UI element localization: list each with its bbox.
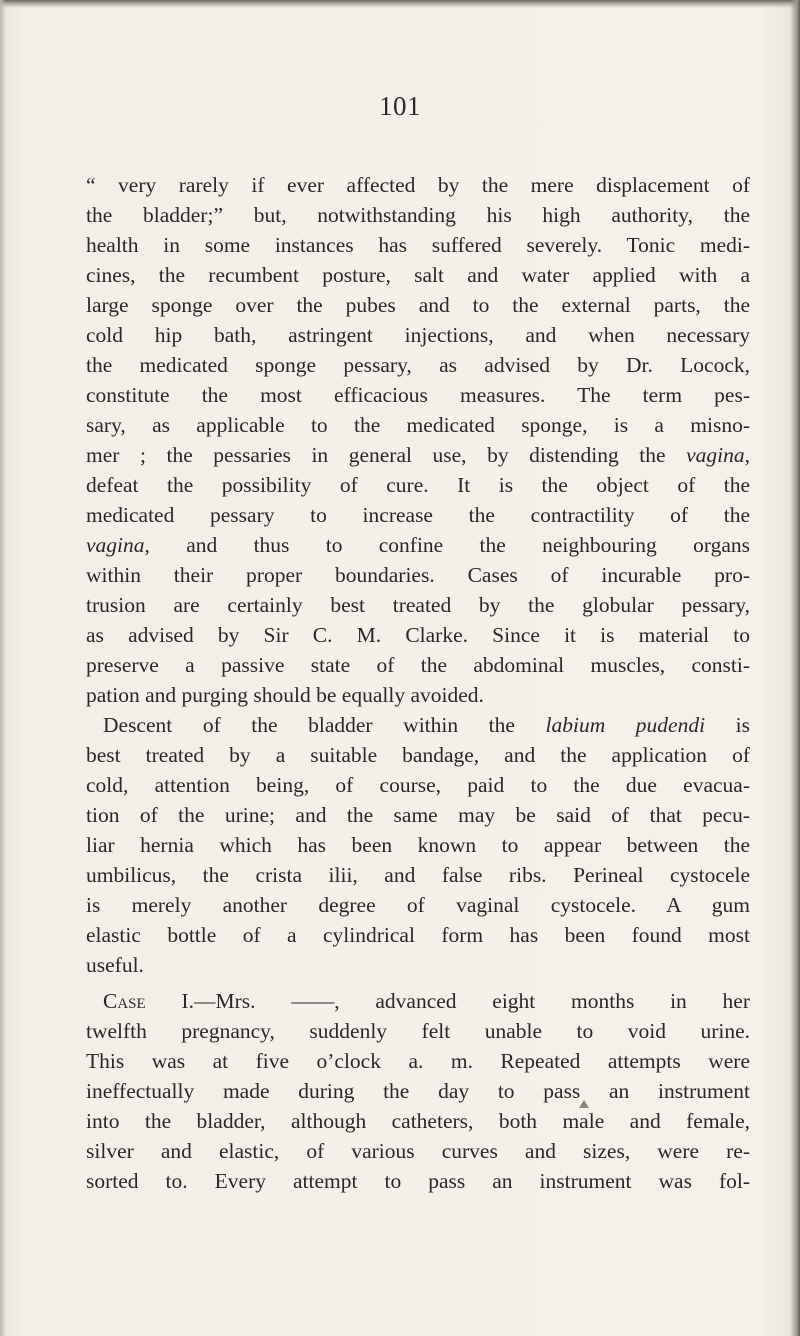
text-line <box>103 986 750 1016</box>
text-line: trusion are certainly best treated by the globular pessary, <box>86 593 750 617</box>
page-left-edge <box>0 0 6 1336</box>
text-line: the bladder;” but, notwithstanding his high authority, the <box>86 203 750 227</box>
text-line: umbilicus, the crista ilii, and false ribs. Perineal cystocele <box>86 863 750 887</box>
italic-term: vagina <box>86 533 145 557</box>
text-line: health in some instances has suffered severely. Tonic medi- <box>86 233 750 257</box>
text-line: elastic bottle of a cylindrical form has been found most <box>86 923 750 947</box>
text-line: is merely another degree of vaginal cystocele. A gum <box>86 893 750 917</box>
italic-term: vagina <box>686 443 745 467</box>
text-line: This was at five o’clock a. m. Repeated attempts were <box>86 1049 750 1073</box>
text-line: ineffectually made during the day to pass an instrument <box>86 1079 750 1103</box>
text-line: twelfth pregnancy, suddenly felt unable to void urine. <box>86 1019 750 1043</box>
case-heading: Case I. <box>103 989 194 1013</box>
text-segment: , and thus to confine the neighbouring organs <box>144 533 750 557</box>
text-segment: —Mrs. ——, advanced eight months in her <box>193 989 750 1013</box>
text-line: cines, the recumbent posture, salt and water applied with a <box>86 263 750 287</box>
text-line: “ very rarely if ever affected by the mere displacement of <box>86 173 750 197</box>
text-segment: Descent of the bladder within the <box>103 713 546 737</box>
text-line <box>86 530 750 560</box>
text-line: large sponge over the pubes and to the external parts, the <box>86 293 750 317</box>
page-blemish-mark <box>579 1100 589 1108</box>
text-segment: is <box>705 713 750 737</box>
text-line: best treated by a suitable bandage, and the application of <box>86 743 750 767</box>
italic-term: labium pudendi <box>545 713 706 737</box>
text-line: preserve a passive state of the abdominal muscles, consti- <box>86 653 750 677</box>
text-line: within their proper boundaries. Cases of incurable pro- <box>86 563 750 587</box>
text-line: medicated pessary to increase the contractility of the <box>86 503 750 527</box>
page-top-shadow <box>0 0 800 8</box>
text-line: useful. <box>86 953 144 977</box>
text-segment: , <box>744 443 750 467</box>
text-line: silver and elastic, of various curves and sizes, were re- <box>86 1139 750 1163</box>
text-segment: mer ; the pessaries in general use, by distending the <box>86 443 687 467</box>
text-line: the medicated sponge pessary, as advised by Dr. Locock, <box>86 353 750 377</box>
text-line <box>86 440 750 470</box>
text-line: defeat the possibility of cure. It is the object of the <box>86 473 750 497</box>
text-line: tion of the urine; and the same may be said of that pecu- <box>86 803 750 827</box>
text-line: cold, attention being, of course, paid to the due evacua- <box>86 773 750 797</box>
text-line: sary, as applicable to the medicated sponge, is a misno- <box>86 413 750 437</box>
text-line: into the bladder, although catheters, both male and female, <box>86 1109 750 1133</box>
text-line: constitute the most efficacious measures. The term pes- <box>86 383 750 407</box>
page-right-edge <box>790 0 800 1336</box>
text-line: pation and purging should be equally avoided. <box>86 683 484 707</box>
text-line <box>103 710 750 740</box>
page-number: 101 <box>379 91 421 121</box>
text-line: cold hip bath, astringent injections, and when necessary <box>86 323 750 347</box>
text-line: liar hernia which has been known to appear between the <box>86 833 750 857</box>
text-line: as advised by Sir C. M. Clarke. Since it is material to <box>86 623 750 647</box>
text-line: sorted to. Every attempt to pass an instrument was fol- <box>86 1169 750 1193</box>
